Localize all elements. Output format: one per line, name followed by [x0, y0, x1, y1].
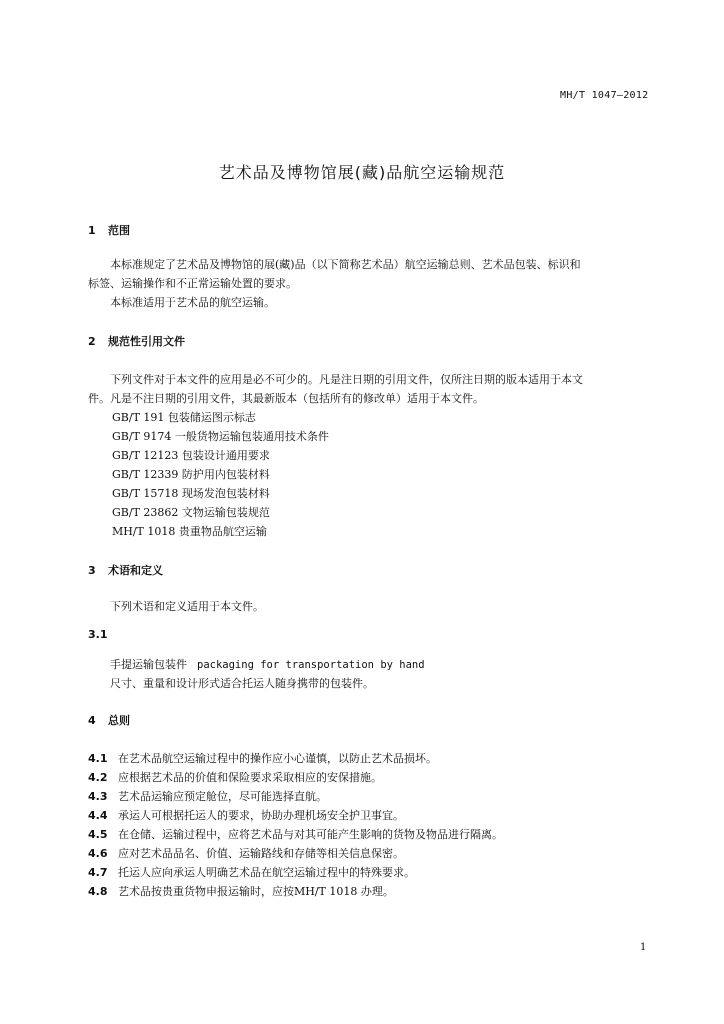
section-number: 2	[88, 335, 96, 348]
clause-number: 4.6	[88, 847, 108, 860]
clause-text: 托运人应向承运人明确艺术品在航空运输过程中的特殊要求。	[118, 866, 415, 879]
clause-number: 4.5	[88, 828, 108, 841]
reference-item: GB/T 12339 防护用内包装材料	[112, 468, 270, 481]
page-number: 1	[640, 942, 647, 953]
reference-item: GB/T 15718 现场发泡包装材料	[112, 487, 270, 500]
clause-text: 在仓储、运输过程中，应将艺术品与对其可能产生影响的货物及物品进行隔离。	[118, 828, 503, 841]
reference-item: GB/T 12123 包装设计通用要求	[112, 449, 270, 462]
section-title: 规范性引用文件	[108, 335, 185, 348]
document-title: 艺术品及博物馆展(藏)品航空运输规范	[218, 163, 506, 182]
term-title	[110, 656, 425, 672]
section-4-heading	[88, 712, 130, 728]
section-1-para-2: 本标准适用于艺术品的航空运输。	[110, 296, 275, 309]
clause-text: 应对艺术品品名、价值、运输路线和存储等相关信息保密。	[118, 847, 404, 860]
clause-item	[88, 769, 382, 785]
section-2-para-1-line-1: 下列文件对于本文件的应用是必不可少的。凡是注日期的引用文件，仅所注日期的版本适用于本文	[110, 373, 583, 386]
clause-item	[88, 883, 394, 899]
clause-item	[88, 750, 437, 766]
section-2-para-1-line-2: 件。凡是不注日期的引用文件，其最新版本（包括所有的修改单）适用于本文件。	[88, 392, 484, 405]
clause-item	[88, 845, 404, 861]
subsection-3-1-number: 3.1	[88, 628, 108, 641]
section-1-para-1-line-2: 标签、运输操作和不正常运输处置的要求。	[88, 277, 297, 290]
clause-item	[88, 807, 404, 823]
clause-number: 4.7	[88, 866, 108, 879]
section-number: 4	[88, 714, 96, 727]
section-1-para-1-line-1: 本标准规定了艺术品及博物馆的展(藏)品（以下简称艺术品）航空运输总则、艺术品包装、标识和	[110, 258, 581, 271]
term-english: packaging for transportation by hand	[197, 659, 425, 671]
reference-item: MH/T 1018 贵重物品航空运输	[112, 525, 267, 538]
clause-number: 4.4	[88, 809, 108, 822]
clause-number: 4.1	[88, 752, 108, 765]
section-3-heading	[88, 562, 163, 578]
clause-number: 4.3	[88, 790, 108, 803]
section-title: 范围	[108, 224, 130, 237]
section-3-para-1: 下列术语和定义适用于本文件。	[110, 600, 264, 613]
section-title: 术语和定义	[108, 564, 163, 577]
section-number: 1	[88, 224, 96, 237]
clause-text: 艺术品运输应预定舱位，尽可能选择直航。	[118, 790, 327, 803]
clause-text: 艺术品按贵重货物申报运输时，应按MH/T 1018 办理。	[118, 885, 394, 898]
clause-number: 4.2	[88, 771, 108, 784]
term-chinese: 手提运输包装件	[110, 658, 187, 671]
reference-item: GB/T 23862 文物运输包装规范	[112, 506, 270, 519]
section-2-heading	[88, 333, 185, 349]
clause-text: 承运人可根据托运人的要求，协助办理机场安全护卫事宜。	[118, 809, 404, 822]
reference-item: GB/T 191 包装储运图示标志	[112, 411, 256, 424]
clause-item	[88, 788, 327, 804]
reference-item: GB/T 9174 一般货物运输包装通用技术条件	[112, 430, 329, 443]
section-1-heading	[88, 222, 130, 238]
clause-text: 应根据艺术品的价值和保险要求采取相应的安保措施。	[118, 771, 382, 784]
clause-text: 在艺术品航空运输过程中的操作应小心谨慎，以防止艺术品损坏。	[118, 752, 437, 765]
section-number: 3	[88, 564, 96, 577]
standard-code: MH/T 1047—2012	[560, 90, 649, 101]
clause-item	[88, 826, 503, 842]
clause-number: 4.8	[88, 885, 108, 898]
section-title: 总则	[108, 714, 130, 727]
term-definition: 尺寸、重量和设计形式适合托运人随身携带的包装件。	[110, 677, 374, 690]
clause-item	[88, 864, 415, 880]
